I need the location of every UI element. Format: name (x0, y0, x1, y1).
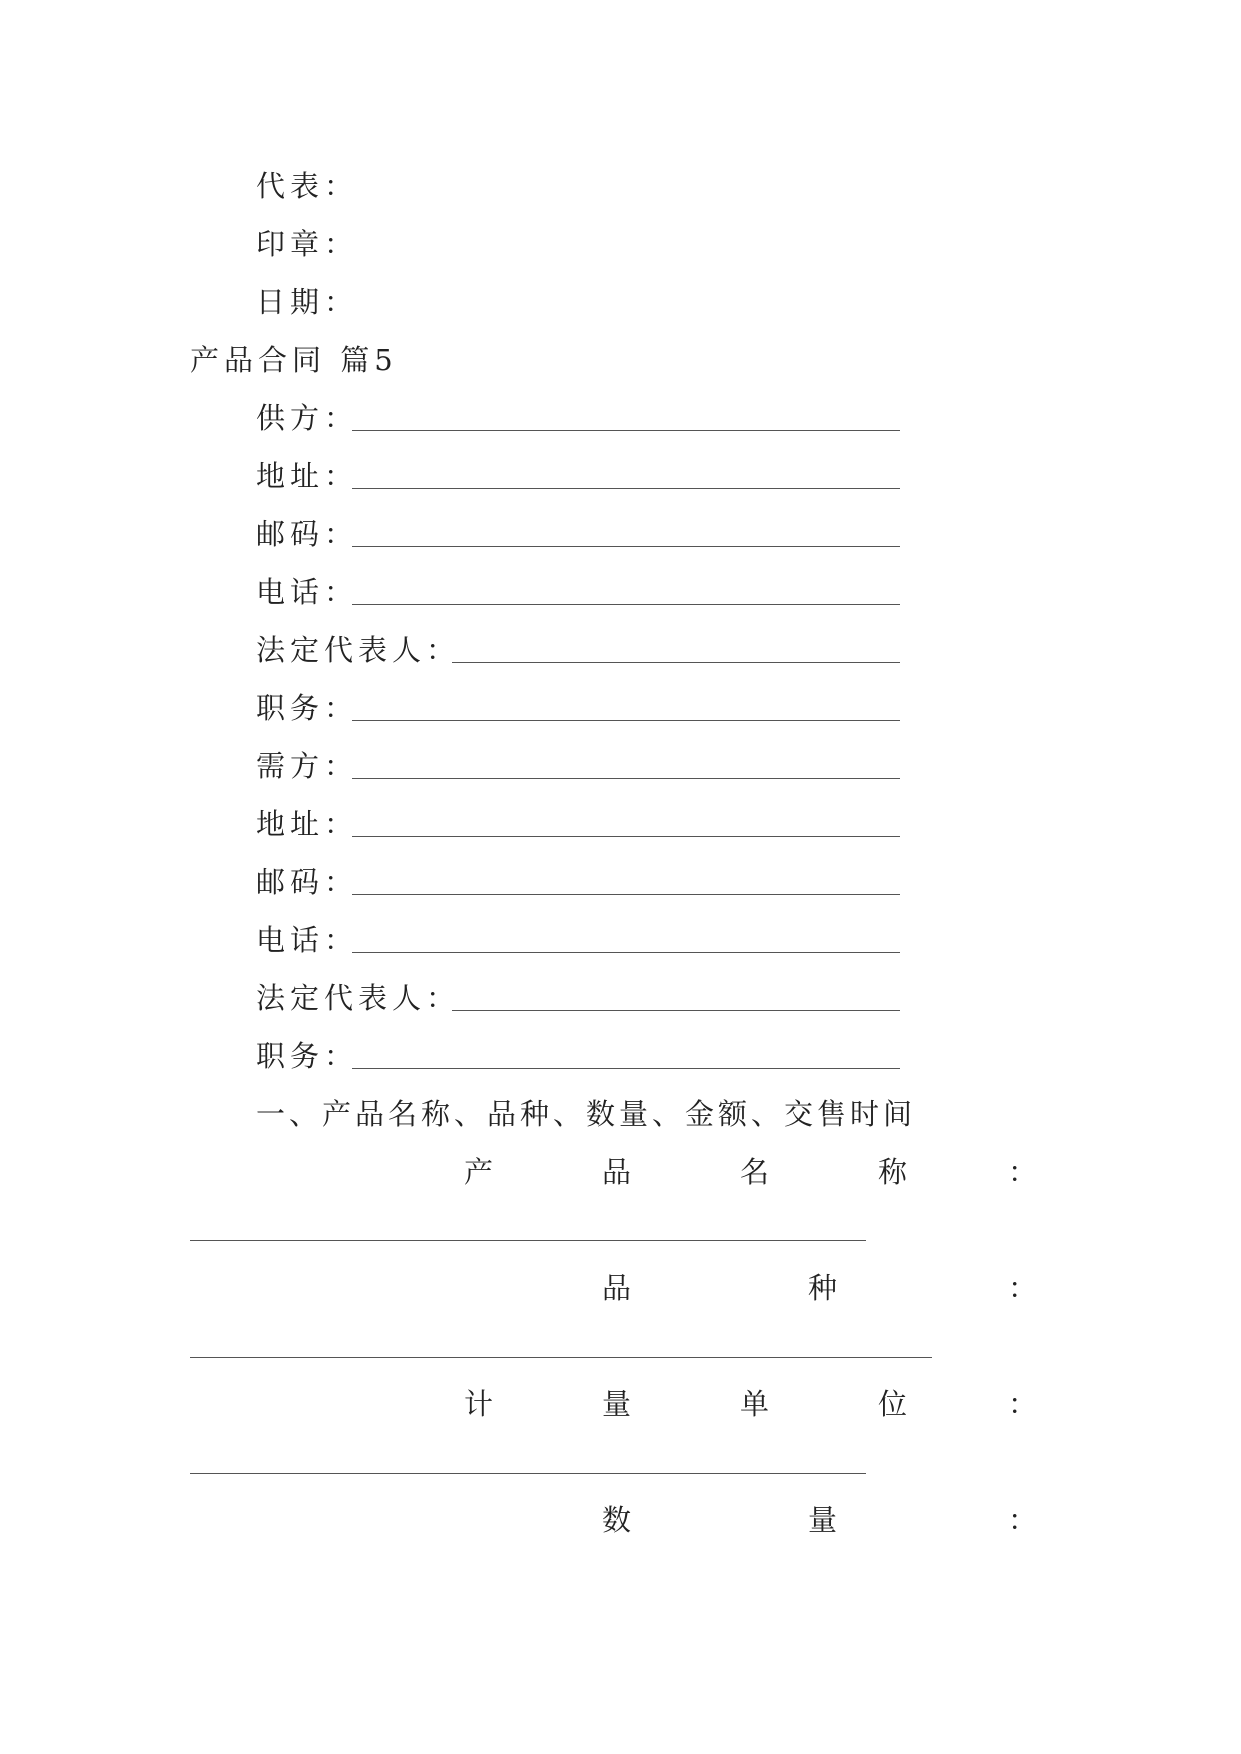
unit-blank[interactable] (190, 1473, 866, 1474)
buyer-address-blank[interactable] (352, 836, 900, 837)
product-name-blank[interactable] (190, 1240, 866, 1241)
variety-char-1: 品 (602, 1271, 632, 1305)
unit-colon: ： (1008, 1387, 1038, 1421)
buyer-address-label: 地址： (256, 807, 359, 841)
buyer-postcode-label: 邮码： (256, 865, 359, 899)
supplier-position-blank[interactable] (352, 720, 900, 721)
supplier-party-label: 供方： (256, 401, 359, 435)
buyer-party-label: 需方： (256, 749, 359, 783)
product-name-char-2: 品 (602, 1155, 632, 1189)
supplier-legal-rep-blank[interactable] (452, 662, 900, 663)
unit-char-1: 计 (464, 1387, 494, 1421)
section-heading: 产品合同 篇5 (190, 343, 398, 377)
unit-char-3: 单 (740, 1387, 770, 1421)
variety-char-2: 种 (808, 1271, 838, 1305)
product-name-colon: ： (1008, 1155, 1038, 1189)
buyer-position-label: 职务： (256, 1039, 359, 1073)
buyer-legal-rep-blank[interactable] (452, 1010, 900, 1011)
buyer-phone-blank[interactable] (352, 952, 900, 953)
unit-char-4: 位 (878, 1387, 908, 1421)
product-name-char-1: 产 (464, 1155, 494, 1189)
clause1-heading: 一、产品名称、品种、数量、金额、交售时间 (256, 1097, 917, 1131)
unit-char-2: 量 (602, 1387, 632, 1421)
buyer-legal-rep-label: 法定代表人： (256, 981, 461, 1015)
supplier-postcode-blank[interactable] (352, 546, 900, 547)
quantity-char-1: 数 (602, 1503, 632, 1537)
supplier-postcode-label: 邮码： (256, 517, 359, 551)
quantity-char-2: 量 (808, 1503, 838, 1537)
supplier-address-blank[interactable] (352, 488, 900, 489)
supplier-phone-label: 电话： (256, 575, 359, 609)
supplier-phone-blank[interactable] (352, 604, 900, 605)
product-name-char-3: 名 (740, 1155, 770, 1189)
buyer-position-blank[interactable] (352, 1068, 900, 1069)
variety-blank[interactable] (190, 1357, 932, 1358)
supplier-address-label: 地址： (256, 459, 359, 493)
variety-colon: ： (1008, 1271, 1038, 1305)
quantity-colon: ： (1008, 1503, 1038, 1537)
buyer-postcode-blank[interactable] (352, 894, 900, 895)
representative-label: 代表： (256, 169, 359, 203)
product-name-char-4: 称 (878, 1155, 908, 1189)
supplier-party-blank[interactable] (352, 430, 900, 431)
supplier-legal-rep-label: 法定代表人： (256, 633, 461, 667)
buyer-party-blank[interactable] (352, 778, 900, 779)
supplier-position-label: 职务： (256, 691, 359, 725)
buyer-phone-label: 电话： (256, 923, 359, 957)
date-label: 日期： (256, 285, 359, 319)
seal-label: 印章： (256, 227, 359, 261)
